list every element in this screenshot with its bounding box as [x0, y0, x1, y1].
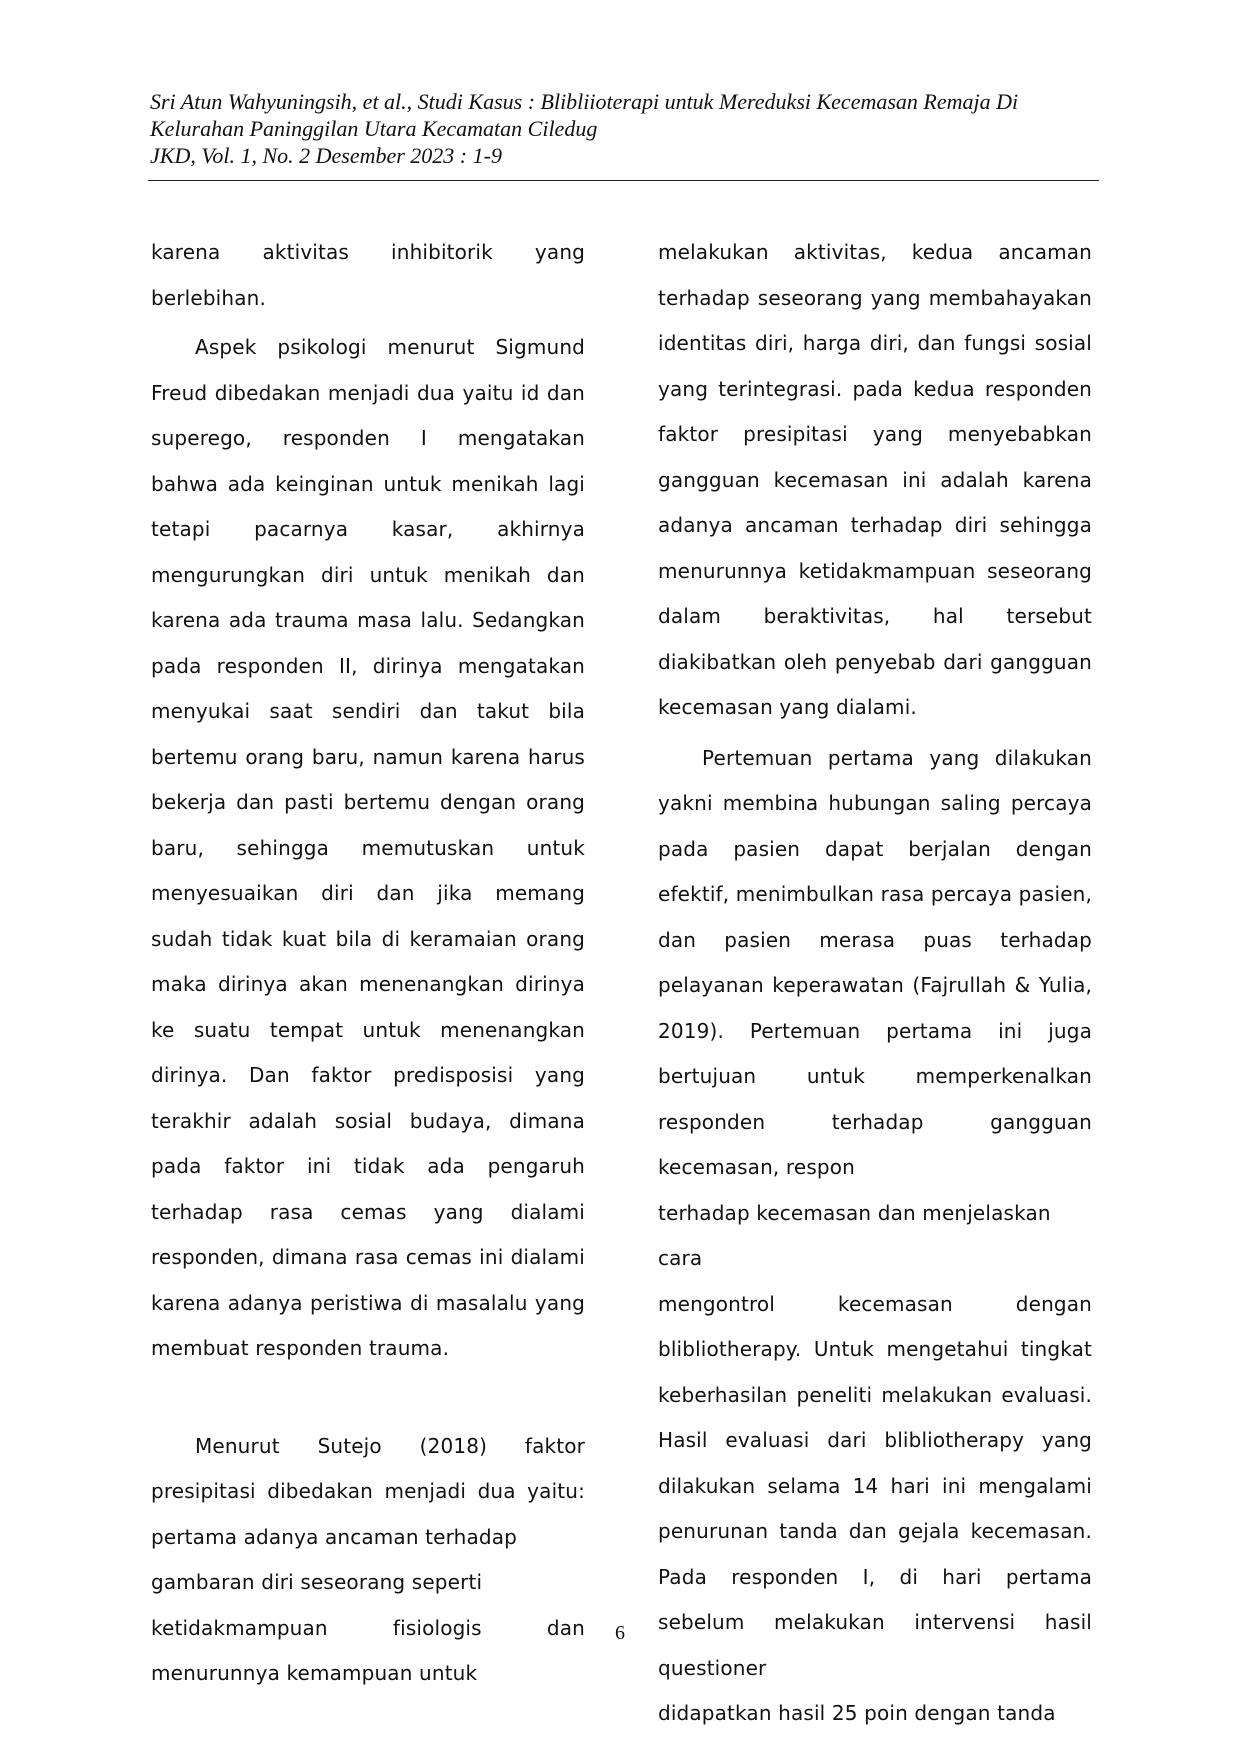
right-paragraph-2: Pertemuan pertama yang dilakukan yakni membina hubungan saling percaya pada pasien dapat berjalan dengan efektif, menimbulkan rasa percaya pasien, dan pasien merasa puas terhadap pelayanan keperawatan (Fajrullah & Yulia, 2019). Pertemuan pertama ini juga bertujuan untuk memperkenalkan responden terhadap gangguan kecemasan, respon — [658, 745, 1092, 1179]
left-paragraph-1: karena aktivitas inhibitorik yang berlebihan. — [151, 240, 585, 310]
right-column — [658, 230, 1092, 1737]
right-paragraph-2-last-line: terhadap kecemasan dan menjelaskan cara — [658, 1200, 1051, 1270]
header-authors-title: Sri Atun Wahyuningsih, et al., Studi Kasus : Blibliioterapi untuk Mereduksi Kecemasan Remaja Di — [150, 89, 1019, 114]
header-title-continued: Kelurahan Paninggilan Utara Kecamatan Ciledug — [150, 116, 598, 141]
running-header — [150, 88, 1100, 169]
page-number: 6 — [615, 1622, 625, 1644]
left-column — [151, 230, 585, 1697]
left-paragraph-3-last-line: gambaran diri seseorang seperti — [151, 1570, 483, 1594]
right-paragraph-1: melakukan aktivitas, kedua ancaman terhadap seseorang yang membahayakan identitas diri, harga diri, dan fungsi sosial yang terintegrasi. pada kedua responden faktor presipitasi yang menyebabkan gangguan kecemasan ini adalah karena adanya ancaman terhadap diri sehingga menurunnya ketidakmampuan seseorang dalam beraktivitas, hal tersebut diakibatkan oleh penyebab dari gangguan kecemasan yang dialami. — [658, 240, 1092, 719]
left-paragraph-4: ketidakmampuan fisiologis dan menurunnya kemampuan untuk — [151, 1615, 585, 1685]
right-paragraph-3: mengontrol kecemasan dengan blibliotherapy. Untuk mengetahui tingkat keberhasilan peneliti melakukan evaluasi. Hasil evaluasi dari blibliotherapy yang dilakukan selama 14 hari ini mengalami penurunan tanda dan gejala kecemasan. Pada responden I, di hari pertama sebelum melakukan intervensi hasil questioner — [658, 1291, 1092, 1680]
right-paragraph-3-last-line: didapatkan hasil 25 poin dengan tanda — [658, 1701, 1056, 1725]
left-paragraph-2: Aspek psikologi menurut Sigmund Freud dibedakan menjadi dua yaitu id dan superego, responden I mengatakan bahwa ada keinginan untuk menikah lagi tetapi pacarnya kasar, akhirnya mengurungkan diri untuk menikah dan karena ada trauma masa lalu. Sedangkan pada responden II, dirinya mengatakan menyukai saat sendiri dan takut bila bertemu orang baru, namun karena harus bekerja dan pasti bertemu dengan orang baru, sehingga memutuskan untuk menyesuaikan diri dan jika memang sudah tidak kuat bila di keramaian orang maka dirinya akan menenangkan dirinya ke suatu tempat untuk menenangkan dirinya. Dan faktor predisposisi yang terakhir adalah sosial budaya, dimana pada faktor ini tidak ada pengaruh terhadap rasa cemas yang dialami responden, dimana rasa cemas ini dialami karena adanya peristiwa di masalalu yang membuat responden trauma. — [151, 335, 585, 1360]
header-journal-info: JKD, Vol. 1, No. 2 Desember 2023 : 1-9 — [150, 143, 502, 168]
header-rule — [148, 180, 1099, 181]
left-paragraph-3: Menurut Sutejo (2018) faktor presipitasi dibedakan menjadi dua yaitu: pertama adanya ancaman terhadap — [151, 1433, 585, 1549]
